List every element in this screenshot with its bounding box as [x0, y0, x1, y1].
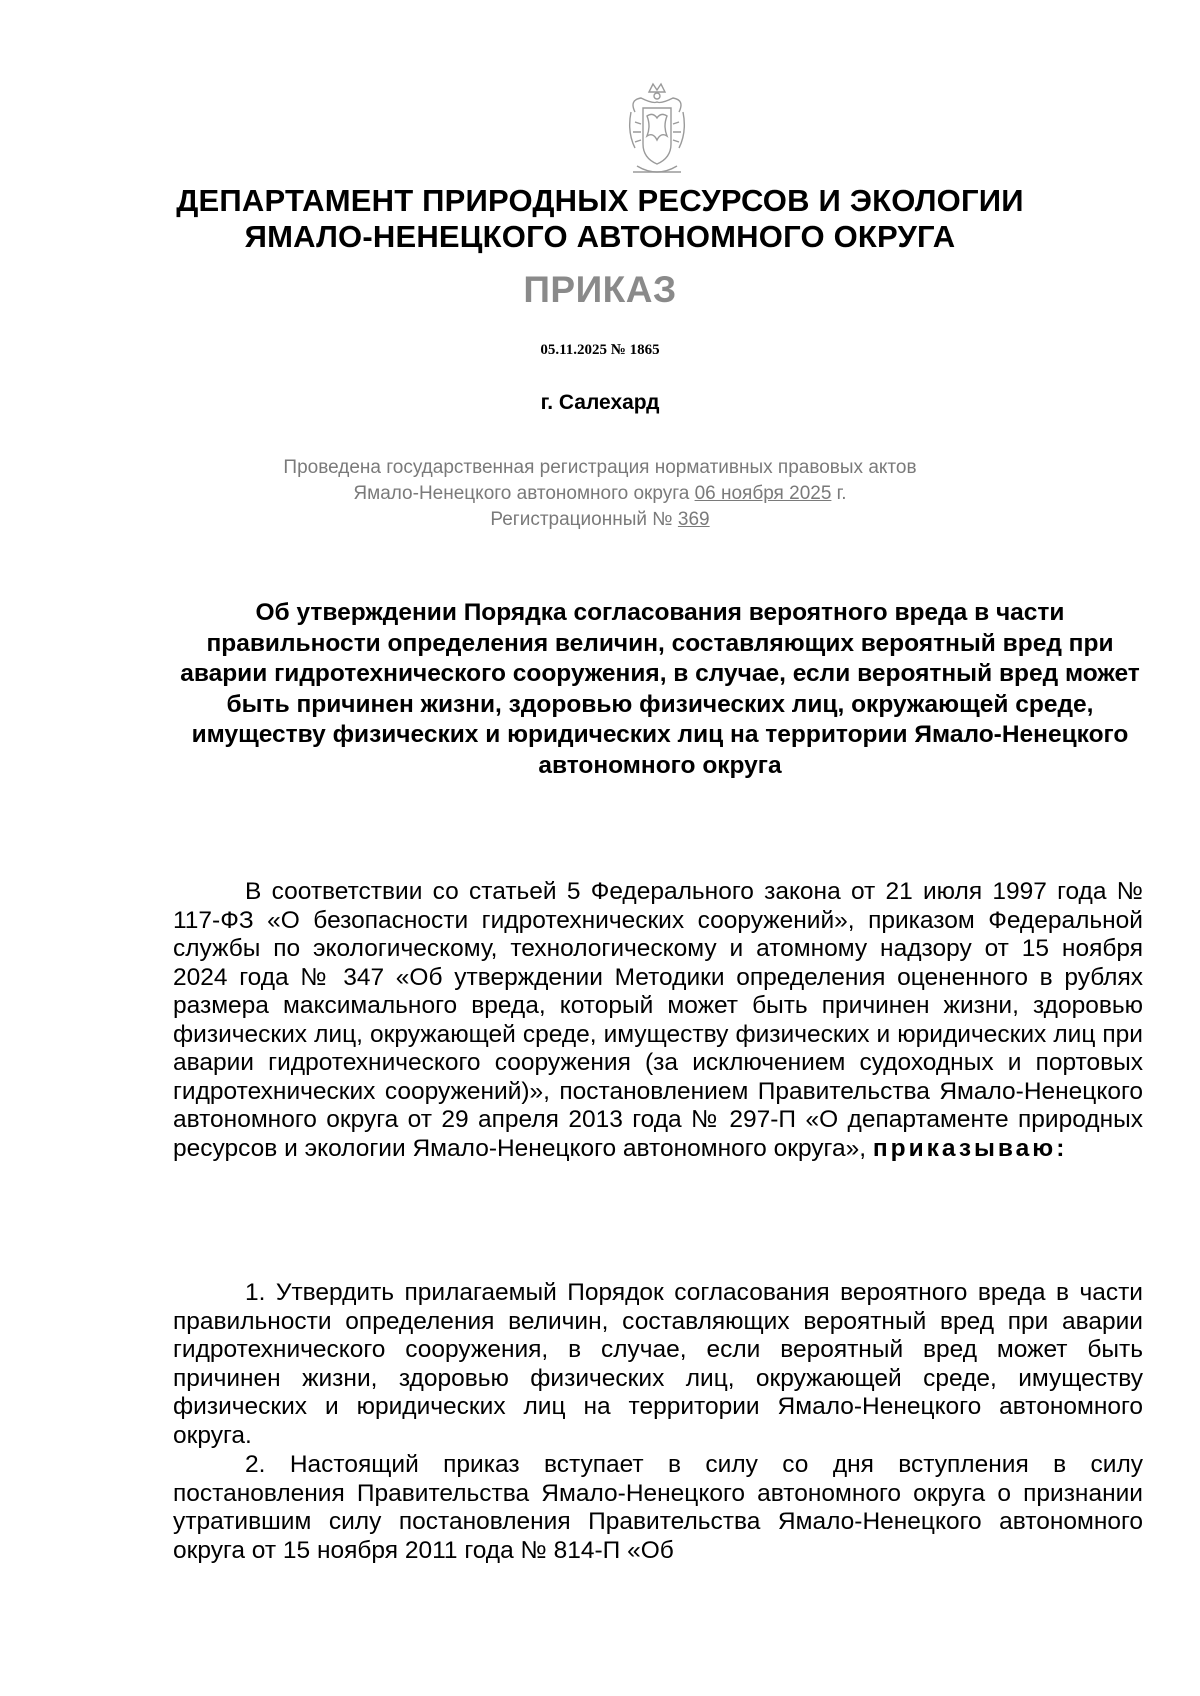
registration-line3-prefix: Регистрационный №	[490, 509, 678, 530]
item-2-paragraph	[173, 1451, 1143, 1565]
document-date-number: 05.11.2025 № 1865	[540, 342, 660, 358]
preamble-paragraph	[173, 878, 1143, 1163]
registration-line2-suffix: г.	[831, 483, 847, 504]
registration-line2-prefix: Ямало-Ненецкого автономного округа	[353, 483, 695, 504]
registration-stamp	[0, 455, 1200, 533]
item-1-text: 1. Утвердить прилагаемый Порядок согласования вероятного вреда в части правильности определения величин, составляющих вероятный вред при аварии гидротехнического сооружения, в случае, если вероятный вред может быть причинен жизни, здоровью физических лиц, окружающей среде, имуществу физических и юридических лиц на территории Ямало-Ненецкого автономного округа.	[173, 1279, 1143, 1449]
department-name-line1: ДЕПАРТАМЕНТ ПРИРОДНЫХ РЕСУРСОВ И ЭКОЛОГИИ	[176, 183, 1024, 218]
registration-number: 369	[677, 509, 710, 530]
item-1-paragraph	[173, 1279, 1143, 1450]
order-word: приказываю:	[872, 1134, 1068, 1162]
document-city: г. Салехард	[540, 391, 660, 414]
registration-line2	[0, 481, 1200, 507]
item-2-text: 2. Настоящий приказ вступает в силу со дня вступления в силу постановления Правительства Ямало-Ненецкого автономного округа о признании утратившим силу постановления Правительства Ямало-Ненецкого автономного округа от 15 ноября 2011 года № 814-П «Об	[173, 1451, 1143, 1564]
registration-line3	[0, 507, 1200, 533]
preamble-text: В соответствии со статьей 5 Федерального закона от 21 июля 1997 года № 117-ФЗ «О безопасности гидротехнических сооружений», приказом Федеральной службы по экологическому, технологическому и атомному надзору от 15 ноября 2024 года № 347 «Об утверждении Методики определения оцененного в рублях размера максимального вреда, который может быть причинен жизни, здоровью физических лиц, окружающей среде, имуществу физических и юридических лиц при аварии гидротехнического сооружения (за исключением судоходных и портовых гидротехнических сооружений)», постановлением Правительства Ямало-Ненецкого автономного округа от 29 апреля 2013 года № 297-П «О департаменте природных ресурсов и экологии Ямало-Ненецкого автономного округа»,	[173, 878, 1143, 1162]
registration-date: 06 ноября 2025	[694, 483, 832, 504]
coat-of-arms-emblem	[623, 82, 691, 182]
registration-line1: Проведена государственная регистрация нормативных правовых актов	[283, 457, 917, 478]
document-type: ПРИКАЗ	[523, 269, 677, 310]
document-title: Об утверждении Порядка согласования вероятного вреда в части правильности определения величин, составляющих вероятный вред при аварии гидротехнического сооружения, в случае, если вероятный вред может быть причинен жизни, здоровью физических лиц, окружающей среде, имуществу физических и юридических лиц на территории Ямало-Ненецкого автономного округа	[180, 599, 1140, 779]
department-name-line2: ЯМАЛО-НЕНЕЦКОГО АВТОНОМНОГО ОКРУГА	[244, 219, 956, 254]
